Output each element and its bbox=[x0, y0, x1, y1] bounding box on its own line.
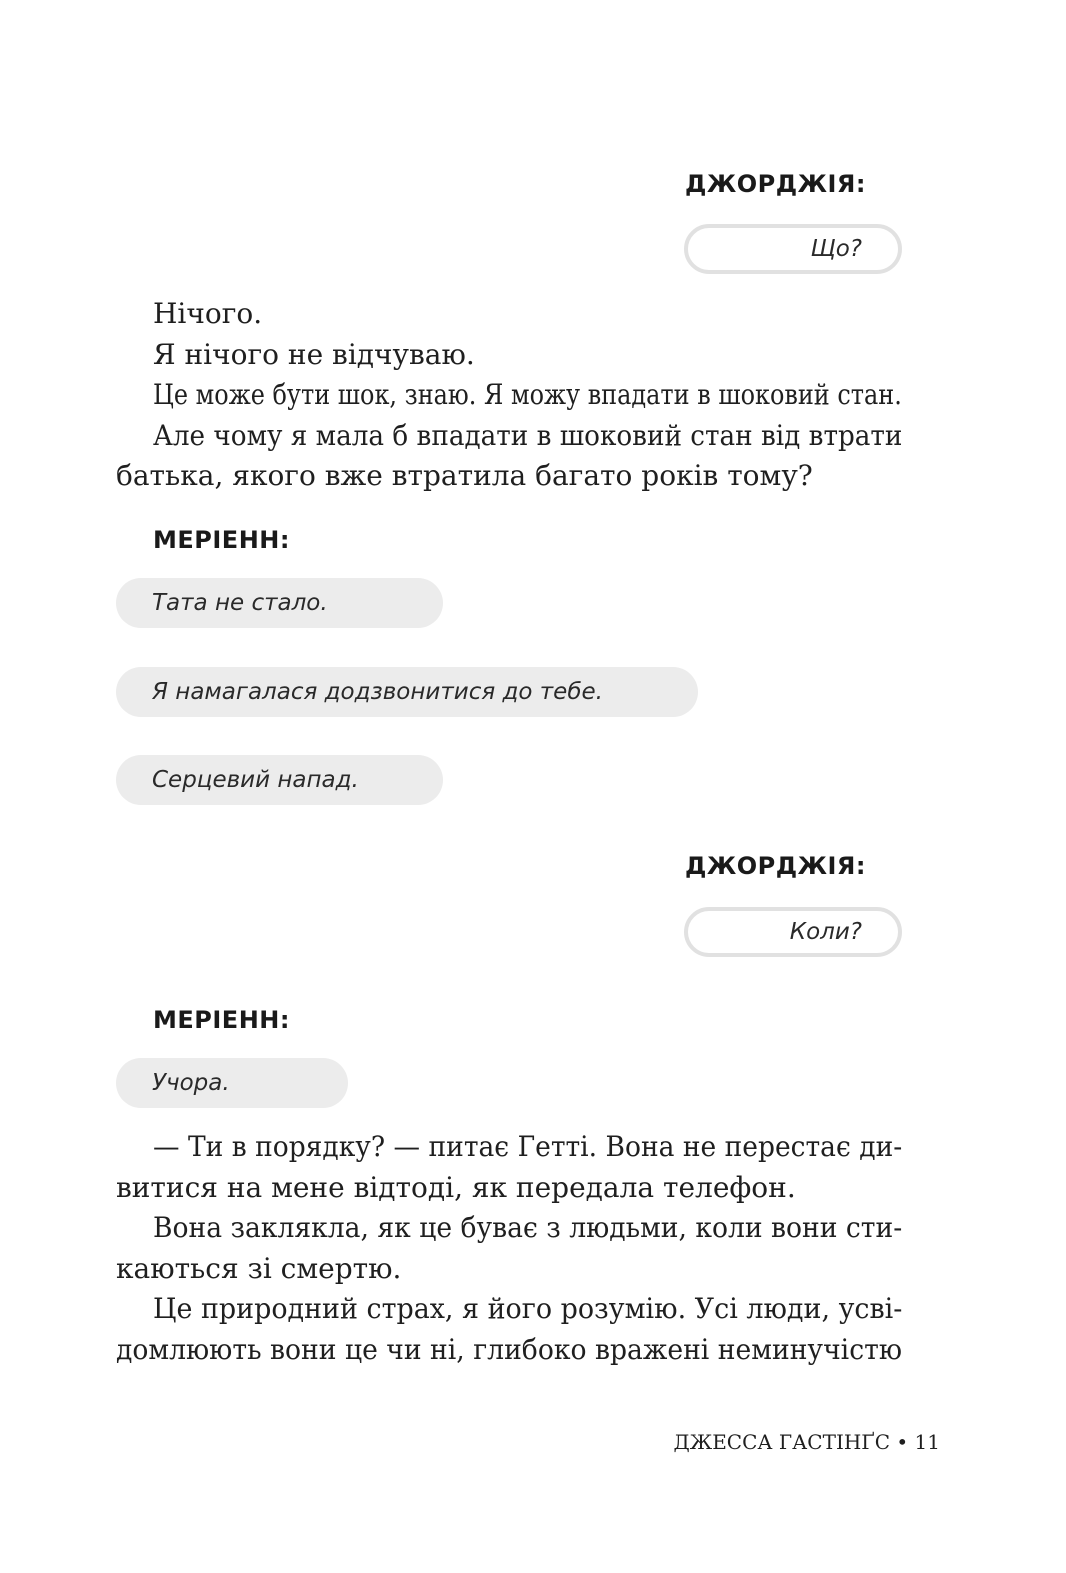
text-line: Вона заклякла, як це буває з людьми, коли вони сти- bbox=[153, 1211, 903, 1244]
text-line: Нічого. bbox=[153, 297, 263, 330]
speaker-label: ДЖОРДЖІЯ: bbox=[684, 852, 866, 880]
footer-author: ДЖЕССА ГАСТІНҐС bbox=[673, 1430, 891, 1454]
speaker-label: МЕРІЕНН: bbox=[153, 526, 290, 554]
footer-separator: • bbox=[896, 1430, 909, 1454]
message-bubble-outgoing: Що? bbox=[684, 224, 902, 274]
text-line: Це природний страх, я його розумію. Усі люди, усві- bbox=[153, 1292, 903, 1325]
message-bubble-outgoing: Коли? bbox=[684, 907, 902, 957]
text-line: Я нічого не відчуваю. bbox=[153, 338, 475, 371]
text-line: батька, якого вже втратила багато років тому? bbox=[116, 459, 813, 492]
text-line: каються зі смертю. bbox=[116, 1252, 402, 1285]
message-bubble-incoming: Учора. bbox=[116, 1058, 348, 1108]
text-line: Це може бути шок, знаю. Я можу впадати в шоковий стан. bbox=[153, 378, 902, 411]
speaker-label: ДЖОРДЖІЯ: bbox=[684, 170, 866, 198]
text-line: — Ти в порядку? — питає Гетті. Вона не перестає ди- bbox=[153, 1130, 903, 1163]
message-bubble-incoming: Серцевий напад. bbox=[116, 755, 443, 805]
text-line: витися на мене відтоді, як передала телефон. bbox=[116, 1171, 796, 1204]
page-number: 11 bbox=[914, 1430, 940, 1454]
text-line: домлюють вони це чи ні, глибоко вражені неминучістю bbox=[116, 1333, 902, 1366]
message-bubble-incoming: Я намагалася додзвонитися до тебе. bbox=[116, 667, 698, 717]
page-footer bbox=[673, 1430, 940, 1454]
text-line: Але чому я мала б впадати в шоковий стан від втрати bbox=[153, 419, 903, 452]
speaker-label: МЕРІЕНН: bbox=[153, 1006, 290, 1034]
message-bubble-incoming: Тата не стало. bbox=[116, 578, 443, 628]
